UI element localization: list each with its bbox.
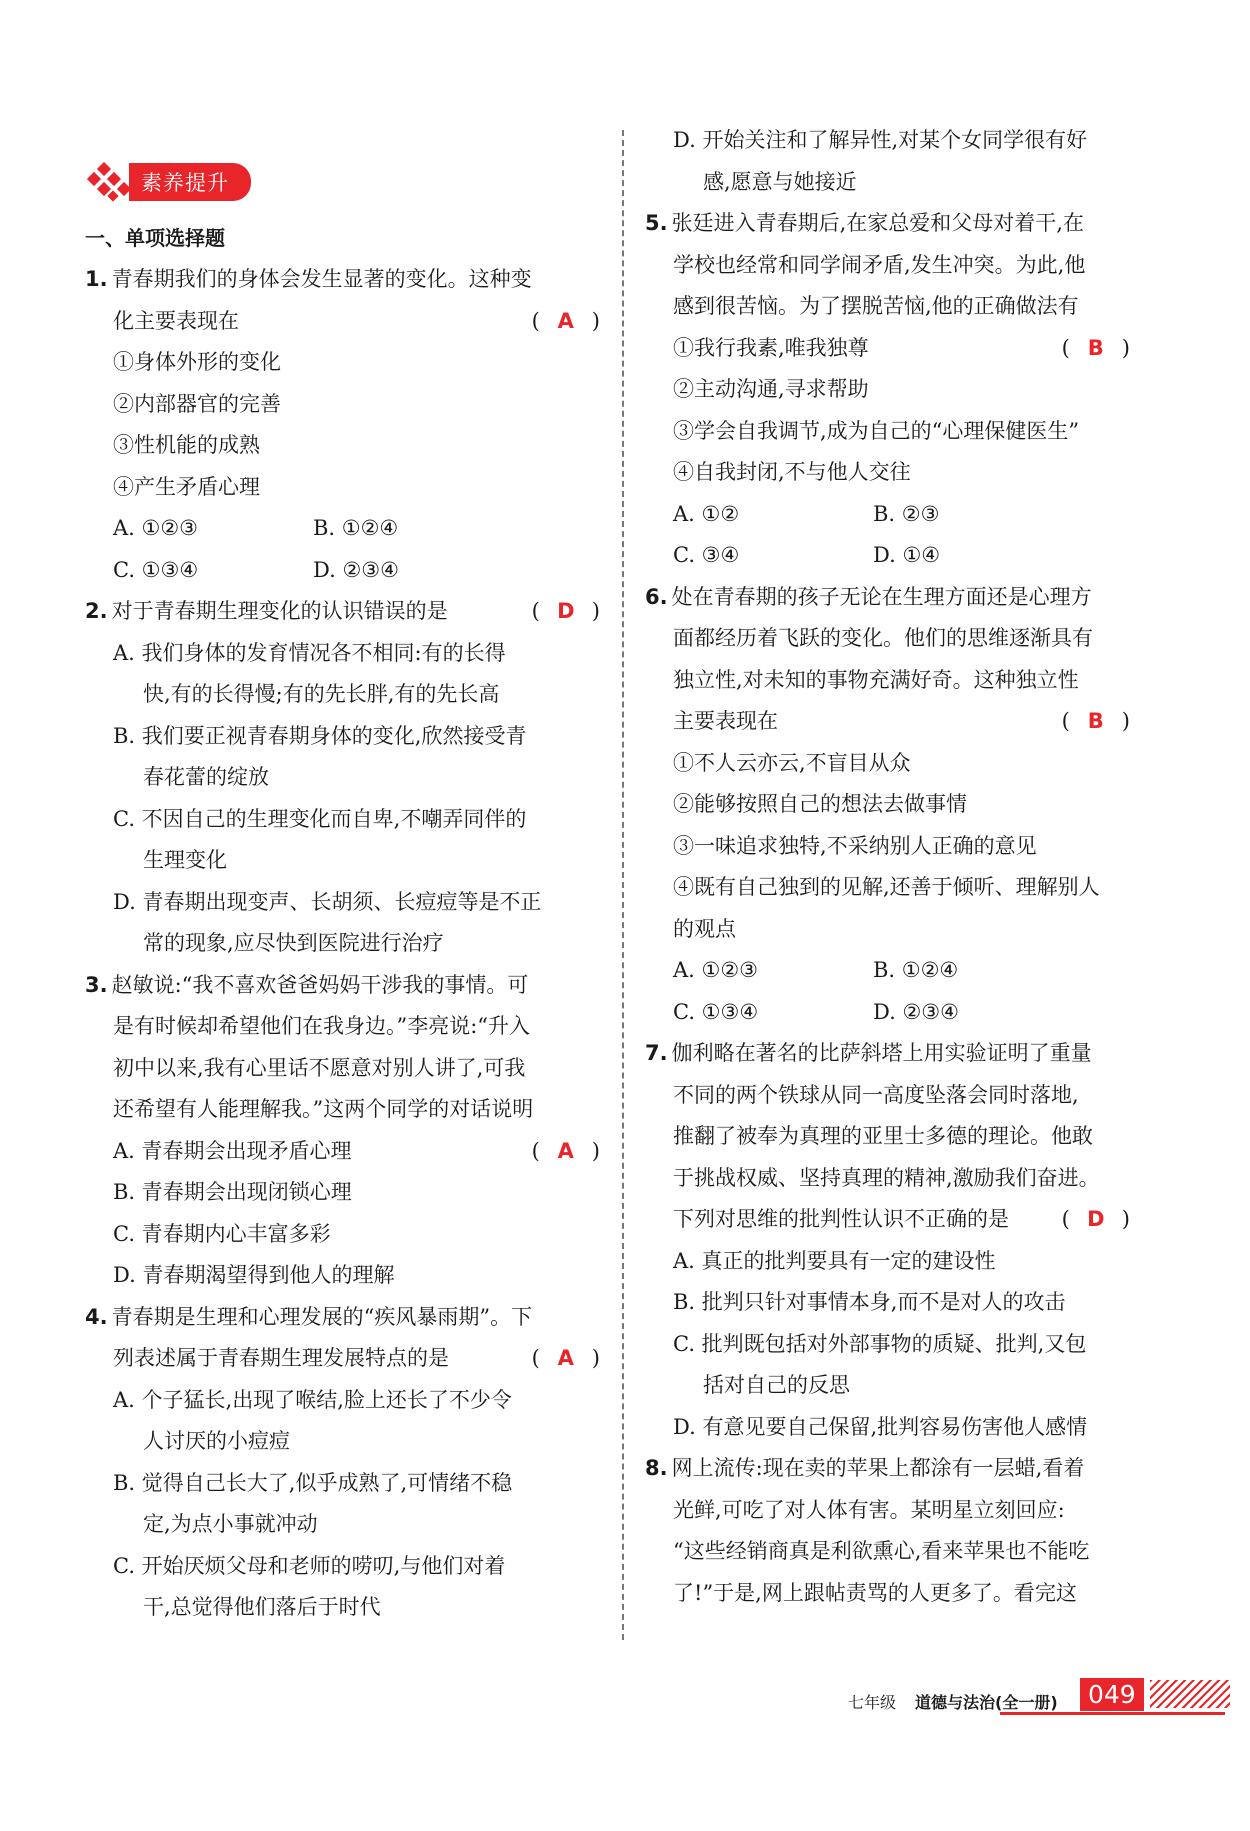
line-text: 还希望有人能理解我。”这两个同学的对话说明	[113, 1097, 534, 1121]
text-line	[85, 882, 600, 924]
line-text: D. 青春期出现变声、长胡须、长痘痘等是不正	[113, 889, 542, 914]
line-text: 推翻了被奉为真理的亚里士多德的理论。他敢	[673, 1124, 1093, 1148]
line-text: A. 青春期会出现矛盾心理	[113, 1138, 352, 1163]
answer-bracket: ( D )	[532, 591, 600, 633]
text-line	[85, 467, 600, 509]
question-number: 2.	[85, 599, 108, 623]
text-line	[645, 1407, 1130, 1449]
line-text: 学校也经常和同学闹矛盾,发生冲突。为此,他	[673, 252, 1086, 277]
line-text: 面都经历着飞跃的变化。他们的思维逐渐具有	[673, 626, 1093, 650]
answer-letter: D	[1087, 1207, 1105, 1231]
option-text: D. ②③④	[873, 999, 959, 1024]
text-line	[645, 1490, 1130, 1532]
line-text: 感,愿意与她接近	[703, 169, 857, 194]
line-text: ③学会自我调节,成为自己的“心理保健医生”	[673, 418, 1080, 443]
line-text: 赵敏说:“我不喜欢爸爸妈妈干涉我的事情。可	[111, 972, 529, 997]
question-number: 7.	[645, 1041, 668, 1065]
line-text: 张廷进入青春期后,在家总爱和父母对着干,在	[671, 211, 1084, 235]
option-text: D. ②③④	[313, 557, 399, 582]
text-line	[85, 1546, 600, 1588]
line-text: ①我行我素,唯我独尊	[673, 335, 869, 360]
right-column	[645, 120, 1130, 1614]
line-text: B. 我们要正视青春期身体的变化,欣然接受青	[113, 723, 527, 748]
line-text: A. 个子猛长,出现了喉结,脸上还长了不少令	[113, 1387, 512, 1412]
text-line	[85, 1131, 600, 1173]
question-number: 1.	[85, 267, 108, 291]
line-text: ①身体外形的变化	[113, 350, 281, 374]
text-line	[645, 701, 1130, 743]
line-text: 不同的两个铁球从同一高度坠落会同时落地,	[673, 1082, 1079, 1107]
text-line	[645, 1573, 1130, 1615]
text-line	[645, 577, 1130, 619]
text-line	[85, 799, 600, 841]
text-line	[85, 1380, 600, 1422]
text-line	[85, 550, 600, 592]
footer-hatch-decoration	[1150, 1680, 1230, 1708]
line-text: ②内部器官的完善	[113, 391, 281, 416]
text-line	[645, 660, 1130, 702]
text-line	[645, 826, 1130, 868]
text-line	[85, 923, 600, 965]
text-line	[85, 301, 600, 343]
text-line	[85, 965, 600, 1007]
line-text: 光鲜,可吃了对人体有害。某明星立刻回应:	[673, 1497, 1065, 1522]
answer-letter: A	[557, 1346, 574, 1370]
text-line	[645, 245, 1130, 287]
banner-label: 素养提升	[129, 163, 251, 201]
text-line	[85, 1089, 600, 1131]
footer-grade: 七年级	[848, 1693, 897, 1712]
text-line	[85, 1504, 600, 1546]
line-text: C. 青春期内心丰富多彩	[113, 1221, 331, 1246]
text-line	[645, 1282, 1130, 1324]
left-question-list	[85, 259, 600, 1629]
text-line	[645, 203, 1130, 245]
text-line	[85, 1006, 600, 1048]
option-text: A. ①②	[673, 501, 740, 526]
option-text: D. ①④	[873, 543, 941, 567]
chinese-knot-icon	[85, 160, 135, 204]
line-text: 处在青春期的孩子无论在生理方面还是心理方	[671, 584, 1092, 609]
text-line	[645, 1365, 1130, 1407]
text-line	[645, 909, 1130, 951]
text-line	[645, 743, 1130, 785]
right-question-list	[645, 120, 1130, 1614]
line-text: 独立性,对未知的事物充满好奇。这种独立性	[673, 667, 1079, 692]
text-line	[645, 1075, 1130, 1117]
text-line	[85, 1587, 600, 1629]
option-row	[673, 992, 1130, 1034]
line-text: 是有时候却希望他们在我身边。”李亮说:“升入	[113, 1014, 531, 1038]
text-line	[645, 1116, 1130, 1158]
text-line	[85, 1214, 600, 1256]
text-line	[645, 992, 1130, 1034]
question-number: 5.	[645, 211, 668, 235]
answer-letter: B	[1087, 709, 1104, 733]
line-text: A. 真正的批判要具有一定的建设性	[673, 1248, 996, 1273]
text-line	[85, 674, 600, 716]
text-line	[645, 1158, 1130, 1200]
line-text: 青春期我们的身体会发生显著的变化。这种变	[111, 267, 532, 291]
section-title: 一、单项选择题	[85, 226, 225, 250]
line-text: 下列对思维的批判性认识不正确的是	[673, 1207, 1009, 1231]
option-text: C. ③④	[673, 543, 740, 567]
answer-bracket: ( A )	[532, 301, 600, 343]
left-column	[85, 120, 600, 1629]
answer-letter: D	[557, 599, 575, 623]
line-text: 于挑战权威、坚持真理的精神,激励我们奋进。	[673, 1165, 1100, 1190]
line-text: ②主动沟通,寻求帮助	[673, 377, 869, 401]
answer-bracket: ( A )	[532, 1131, 600, 1173]
line-text: ④既有自己独到的见解,还善于倾听、理解别人	[673, 875, 1100, 899]
text-line	[645, 1199, 1130, 1241]
option-text: C. ①③④	[673, 999, 759, 1024]
text-line	[645, 1241, 1130, 1283]
text-line	[85, 1297, 600, 1339]
text-line	[645, 162, 1130, 204]
line-text: 主要表现在	[673, 709, 778, 733]
text-line	[645, 1448, 1130, 1490]
answer-bracket: ( B )	[1062, 701, 1130, 743]
line-text: 化主要表现在	[113, 308, 239, 333]
answer-letter: A	[557, 308, 574, 333]
text-line	[85, 342, 600, 384]
line-text: 快,有的长得慢;有的先长胖,有的先长高	[143, 682, 500, 706]
text-line	[645, 328, 1130, 370]
column-divider	[622, 130, 624, 1640]
question-number: 6.	[645, 584, 668, 609]
text-line	[645, 867, 1130, 909]
line-text: D. 有意见要自己保留,批判容易伤害他人感情	[673, 1414, 1088, 1439]
text-line	[645, 286, 1130, 328]
option-text: B. ②③	[873, 501, 940, 526]
line-text: 网上流传:现在卖的苹果上都涂有一层蜡,看着	[671, 1456, 1085, 1480]
line-text: 生理变化	[143, 848, 227, 872]
option-row	[113, 508, 600, 550]
text-line	[85, 259, 600, 301]
text-line	[645, 452, 1130, 494]
line-text: D. 青春期渴望得到他人的理解	[113, 1263, 395, 1287]
text-line	[85, 591, 600, 633]
question-number: 8.	[645, 1456, 668, 1480]
line-text: 常的现象,应尽快到医院进行治疗	[143, 931, 444, 955]
text-line	[645, 618, 1130, 660]
text-line	[645, 784, 1130, 826]
line-text: C. 开始厌烦父母和老师的唠叨,与他们对着	[113, 1553, 506, 1578]
answer-letter: A	[557, 1138, 574, 1163]
line-text: 了!”于是,网上跟帖责骂的人更多了。看完这	[673, 1580, 1077, 1605]
option-text: C. ①③④	[113, 557, 199, 582]
line-text: 伽利略在著名的比萨斜塔上用实验证明了重量	[671, 1041, 1092, 1065]
line-text: 春花蕾的绽放	[143, 765, 269, 789]
line-text: 青春期是生理和心理发展的“疾风暴雨期”。下	[111, 1304, 533, 1329]
text-line	[85, 384, 600, 426]
line-text: D. 开始关注和了解异性,对某个女同学很有好	[673, 128, 1088, 152]
text-line	[645, 1531, 1130, 1573]
option-row	[673, 494, 1130, 536]
text-line	[85, 1172, 600, 1214]
option-text: B. ①②④	[313, 516, 399, 540]
line-text: C. 不因自己的生理变化而自卑,不嘲弄同伴的	[113, 806, 527, 831]
text-line	[85, 508, 600, 550]
text-line	[85, 716, 600, 758]
line-text: 对于青春期生理变化的认识错误的是	[111, 599, 448, 623]
line-text: C. 批判既包括对外部事物的质疑、批判,又包	[673, 1331, 1087, 1356]
option-text: A. ①②③	[113, 516, 198, 540]
text-line	[85, 1255, 600, 1297]
option-row	[673, 535, 1130, 577]
footer-book-title: 道德与法治(全一册)	[915, 1693, 1058, 1712]
line-text: 定,为点小事就冲动	[143, 1512, 318, 1536]
option-text: A. ①②③	[673, 958, 758, 982]
line-text: “这些经销商真是利欲熏心,看来苹果也不能吃	[673, 1539, 1090, 1563]
line-text: 列表述属于青春期生理发展特点的是	[113, 1346, 449, 1370]
line-text: 初中以来,我有心里话不愿意对别人讲了,可我	[113, 1055, 526, 1080]
line-text: A. 我们身体的发育情况各不相同:有的长得	[113, 640, 506, 665]
text-line	[645, 950, 1130, 992]
page-footer	[0, 1682, 1250, 1722]
option-row	[673, 950, 1130, 992]
text-line	[85, 1421, 600, 1463]
text-line	[85, 1338, 600, 1380]
text-line	[85, 425, 600, 467]
line-text: ②能够按照自己的想法去做事情	[673, 792, 967, 816]
text-line	[85, 840, 600, 882]
text-line	[85, 757, 600, 799]
line-text: 人讨厌的小痘痘	[143, 1429, 290, 1453]
line-text: 感到很苦恼。为了摆脱苦恼,他的正确做法有	[673, 294, 1079, 318]
text-line	[645, 494, 1130, 536]
text-line	[645, 369, 1130, 411]
line-text: B. 觉得自己长大了,似乎成熟了,可情绪不稳	[113, 1470, 513, 1495]
text-line	[645, 1033, 1130, 1075]
line-text: 干,总觉得他们落后于时代	[143, 1595, 381, 1619]
option-text: B. ①②④	[873, 958, 959, 982]
option-row	[113, 550, 600, 592]
line-text: ③性机能的成熟	[113, 433, 260, 457]
line-text: ③一味追求独特,不采纳别人正确的意见	[673, 833, 1037, 858]
answer-bracket: ( A )	[532, 1338, 600, 1380]
line-text: B. 批判只针对事情本身,而不是对人的攻击	[673, 1290, 1066, 1314]
text-line	[85, 633, 600, 675]
footer-rule	[1000, 1712, 1225, 1715]
line-text: 的观点	[673, 916, 736, 941]
answer-bracket: ( B )	[1062, 328, 1130, 370]
question-number: 3.	[85, 972, 108, 997]
text-line	[85, 1463, 600, 1505]
answer-letter: B	[1087, 335, 1104, 360]
text-line	[85, 1048, 600, 1090]
section-banner	[85, 160, 600, 204]
line-text: 括对自己的反思	[703, 1373, 850, 1397]
text-line	[645, 1324, 1130, 1366]
answer-bracket: ( D )	[1062, 1199, 1130, 1241]
page-number: 049	[1080, 1678, 1144, 1711]
line-text: ①不人云亦云,不盲目从众	[673, 750, 911, 775]
question-number: 4.	[85, 1304, 108, 1329]
line-text: B. 青春期会出现闭锁心理	[113, 1180, 352, 1204]
text-line	[645, 411, 1130, 453]
line-text: ④产生矛盾心理	[113, 474, 260, 499]
text-line	[645, 120, 1130, 162]
text-line	[645, 535, 1130, 577]
line-text: ④自我封闭,不与他人交往	[673, 460, 911, 484]
